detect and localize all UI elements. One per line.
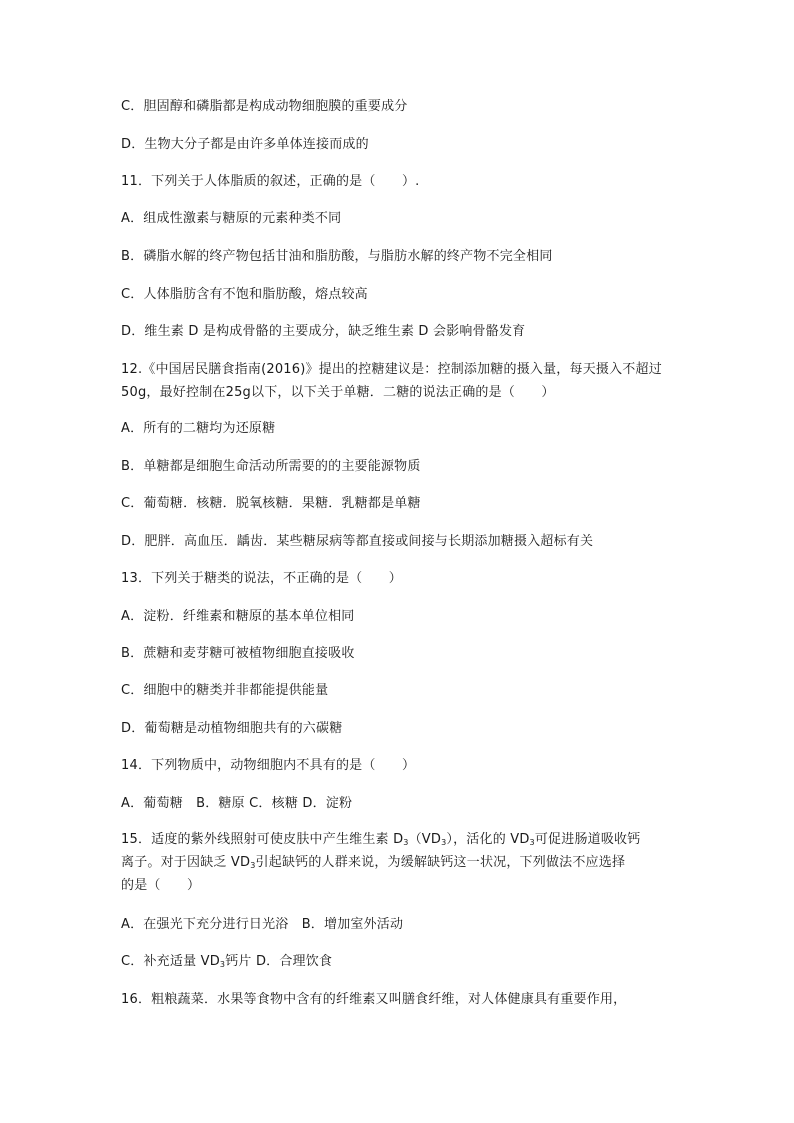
option-b-q12: B．单糖都是细胞生命活动所需要的的主要能源物质 [121,459,421,474]
option-c-q12: C．葡萄糖．核糖．脱氧核糖．果糖．乳糖都是单糖 [121,496,421,511]
option-b-q13: B．蔗糖和麦芽糖可被植物细胞直接吸收 [121,646,355,661]
question-14: 14．下列物质中，动物细胞内不具有的是（ ） [121,758,416,773]
options-q15-cd: C．补充适量 $VD_3$钙片 D．合理饮食 [121,954,333,969]
options-q15-ab: A．在强光下充分进行日光浴 B．增加室外活动 [121,917,404,932]
option-b-q11: B．磷脂水解的终产物包括甘油和脂肪酸，与脂肪水解的终产物不完全相同 [121,249,553,264]
options-q14: A．葡萄糖 B．糖原 C．核糖 D．淀粉 [121,796,353,811]
question-15-line-2: 离子。对于因缺乏 $VD_3$引起缺钙的人群来说，为缓解缺钙这一状况，下列做法不应选择 [121,855,626,870]
question-13: 13．下列关于糖类的说法，不正确的是（ ） [121,571,402,586]
option-d-q12: D．肥胖．高血压．龋齿．某些糖尿病等都直接或间接与长期添加糖摄入超标有关 [121,534,594,549]
option-a-q13: A．淀粉．纤维素和糖原的基本单位相同 [121,609,355,624]
question-11: 11．下列关于人体脂质的叙述，正确的是（ ）. [121,174,420,189]
question-12: 12.《中国居民膳食指南(2016)》提出的控糖建议是：控制添加糖的摄入量，每天摄入不超过50g，最好控制在25g以下，以下关于单糖．二糖的说法正确的是（ ） [121,362,662,400]
question-15-line-3: 的是（ ） [121,878,201,893]
option-d-q13: D．葡萄糖是动植物细胞共有的六碳糖 [121,721,343,736]
question-16: 16．粗粮蔬菜．水果等食物中含有的纤维素又叫膳食纤维，对人体健康具有重要作用， [121,992,627,1007]
option-c-q13: C．细胞中的糖类并非都能提供能量 [121,683,329,698]
option-c-q11: C．人体脂肪含有不饱和脂肪酸，熔点较高 [121,287,368,302]
option-a-q11: A．组成性激素与糖原的元素种类不同 [121,211,342,226]
option-d-q11: D．维生素 D 是构成骨骼的主要成分，缺乏维生素 D 会影响骨骼发育 [121,324,526,339]
option-d-q10: D．生物大分子都是由许多单体连接而成的 [121,137,369,152]
option-a-q12: A．所有的二糖均为还原糖 [121,421,276,436]
option-c-q10: C．胆固醇和磷脂都是构成动物细胞膜的重要成分 [121,99,408,114]
question-15-line-1: 15．适度的紫外线照射可使皮肤中产生维生素 $D_3(VD_3)$，活化的 $VD_3$可促进肠道吸收钙 [121,832,641,847]
